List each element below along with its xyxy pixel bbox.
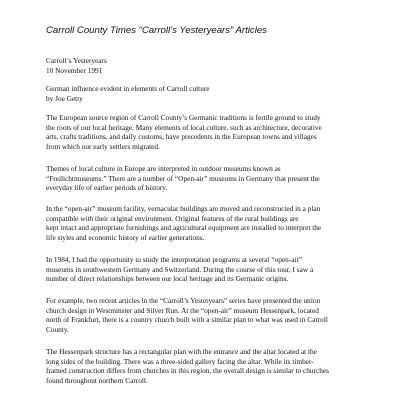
article-headline: German influence evident in elements of Carroll culture	[46, 84, 210, 93]
running-header: Carroll County Times “Carroll’s Yesteryears” Articles	[46, 25, 267, 36]
paragraph-6: The Hessenpark structure has a rectangular plan with the entrance and the altar located at the long sides of the building. There was a three-sided gallery facing the altar. While its timber- framed construction differs from churches in this region, the overall design is similar to churches found throughout northern Carroll.	[46, 347, 329, 385]
column-info	[46, 56, 364, 75]
paragraph-3: In the “open-air” museum facility, vernacular buildings are moved and reconstructed in a plan compatible with their original environment. Original features of the rural buildings are kept intact and appropriate furnishings and agricultural equipment are installed to interpret the life styles and economic history of earlier generations.	[46, 204, 322, 242]
paragraph-2: Themes of local culture in Europe are interpreted in outdoor museums known as “Freilichtmuseums.” There are a number of “Open-air” museums in Germany that present the everyday life of earlier periods of history.	[46, 164, 320, 193]
publication-date: 10 November 1991	[46, 65, 103, 75]
paragraph-1: The European source region of Carroll County’s Germanic traditions is fertile ground to study the roots of our local heritage. Many elements of local culture, such as architecture, decorative arts, crafts traditions, and daily customs, have precedents in the European towns and villages from which our early settlers migrated.	[46, 113, 322, 151]
paragraph-5: For example, two recent articles in the “Carroll’s Yesteryears” series have presented the union church design in Westminster and Silver Run. At the “open-air” museum Hessenpark, located north of Frankfurt, there is a country church built with a similar plan to what was used in Carroll County.	[46, 296, 328, 334]
paragraph-4: In 1984, I had the opportunity to study the interpretation programs at several “open-air” museums in southwestern Germany and Switzerland. During the course of this tour, I saw a number of direct relationships between our local heritage and its Germanic origins.	[46, 255, 314, 284]
headline-block	[46, 84, 364, 103]
byline: by Joe Getty	[46, 93, 83, 103]
column-name: Carroll’s Yesteryears	[46, 56, 107, 65]
